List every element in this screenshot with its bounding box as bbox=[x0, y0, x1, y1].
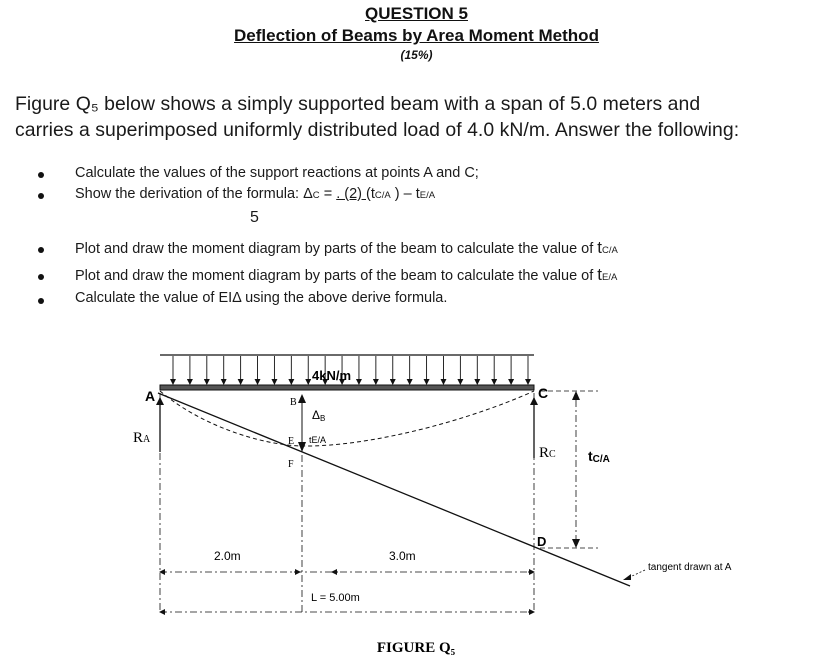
label-c: C bbox=[538, 385, 549, 401]
ra-label bbox=[133, 430, 151, 446]
task-item-1: Calculate the values of the support reactions at points A and C; bbox=[75, 165, 479, 181]
tca-label-symbol: t bbox=[588, 448, 593, 464]
task-item-2-prefix: Show the derivation of the formula: Δ bbox=[75, 186, 313, 202]
dim-2m-label: 2.0m bbox=[214, 549, 241, 563]
tea-label: tE/A bbox=[309, 435, 327, 445]
task-item-5: Calculate the value of EIΔ using the above derive formula. bbox=[75, 290, 448, 306]
ra-symbol: R bbox=[133, 430, 144, 446]
tca-label-subscript: C/A bbox=[592, 454, 610, 465]
question-title: QUESTION 5 bbox=[365, 4, 468, 23]
rc-subscript: C bbox=[549, 449, 556, 460]
delta-b-label bbox=[312, 408, 325, 423]
delta-b-arrowhead-up bbox=[298, 394, 306, 403]
fraction-numerator: . (2) bbox=[336, 186, 367, 202]
deflected-shape bbox=[160, 391, 534, 446]
rc-symbol: R bbox=[539, 445, 550, 461]
beam bbox=[160, 385, 534, 390]
delta-b-symbol: Δ bbox=[312, 408, 321, 422]
label-d: D bbox=[537, 534, 547, 549]
label-b: B bbox=[290, 397, 297, 408]
delta-c-subscript: C bbox=[312, 190, 320, 201]
tca-symbol: t bbox=[597, 238, 603, 257]
intro-line-1: Figure Q₅ below shows a simply supported beam with a span of 5.0 meters and bbox=[15, 93, 701, 115]
equals-sign: = bbox=[319, 186, 337, 202]
task-item-3-text: Plot and draw the moment diagram by parts of the beam to calculate the value of bbox=[75, 241, 598, 257]
ra-subscript: A bbox=[143, 434, 151, 445]
minus-term: ) – t bbox=[390, 186, 420, 202]
tca-label bbox=[588, 448, 610, 465]
dim-3m-label: 3.0m bbox=[389, 549, 416, 563]
rc-label bbox=[539, 445, 556, 461]
tea-subscript: E/A bbox=[419, 190, 436, 201]
intro-line-2: carries a superimposed uniformly distributed load of 4.0 kN/m. Answer the following: bbox=[15, 119, 740, 141]
tca-symbol-subscript: C/A bbox=[602, 245, 618, 256]
dim-total-label: L = 5.00m bbox=[311, 592, 360, 604]
label-f: F bbox=[288, 459, 294, 470]
tca-open: (t bbox=[366, 186, 375, 202]
label-a: A bbox=[145, 388, 156, 404]
tca-arrowhead-top bbox=[572, 391, 580, 400]
tea-symbol: t bbox=[597, 265, 603, 284]
delta-b-subscript: B bbox=[320, 414, 326, 423]
tangent-label: tangent drawn at A bbox=[648, 562, 732, 573]
question-weight: (15%) bbox=[400, 48, 433, 62]
fraction-denominator: 5 bbox=[250, 209, 259, 226]
tea-symbol-subscript: E/A bbox=[602, 272, 618, 283]
tangent-leader bbox=[630, 570, 645, 577]
load-label: 4kN/m bbox=[312, 368, 352, 383]
label-e: E bbox=[288, 436, 295, 447]
tca-arrowhead-bottom bbox=[572, 539, 580, 548]
tangent-leader-arrowhead bbox=[623, 574, 631, 580]
task-item-4-text: Plot and draw the moment diagram by parts of the beam to calculate the value of bbox=[75, 268, 598, 284]
figure-caption: FIGURE Q₅ bbox=[376, 640, 456, 656]
tca-subscript: C/A bbox=[374, 190, 391, 201]
question-subtitle: Deflection of Beams by Area Moment Method bbox=[234, 26, 599, 45]
